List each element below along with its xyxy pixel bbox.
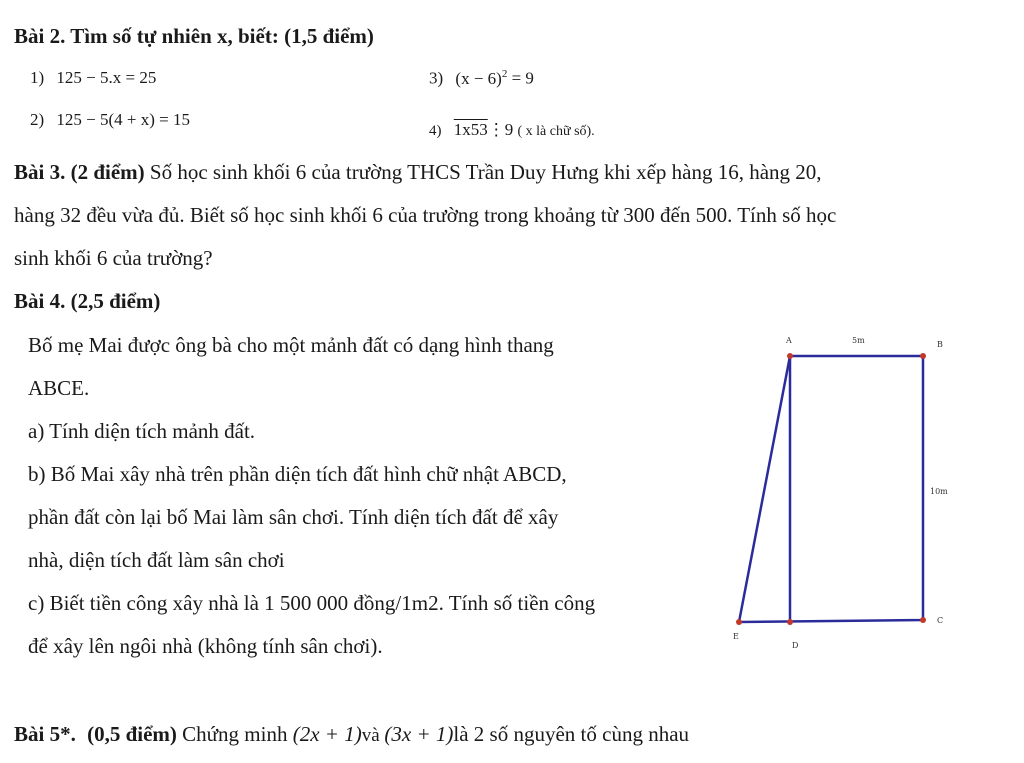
trapezoid-outline [739,356,923,622]
bai4-line: phần đất còn lại bố Mai làm sân chơi. Tính diện tích đất để xây [28,505,559,529]
label-e: E [733,632,739,641]
equation-rhs: = 9 [507,68,534,88]
label-top-length: 5m [852,336,865,345]
bai3-line-1 [14,160,822,185]
bai3-line-2: hàng 32 đều vừa đủ. Biết số học sinh khối 6 của trường trong khoảng từ 300 đến 500. Tính số học [14,203,837,227]
bai2-item-4 [429,120,595,140]
equation-base: (x − 6) [455,68,502,88]
point-d [787,619,793,625]
item-number: 4) [429,123,442,139]
bai4-line: để xây lên ngôi nhà (không tính sân chơi). [28,634,383,658]
bai4-question-a: a) Tính diện tích mảnh đất. [28,419,256,443]
point-b [920,353,926,359]
bai5-label: Bài 5*. [14,722,76,746]
bai5-expr-2: (3x + 1) [384,722,454,746]
divisibility-sign: ⋮9 [487,120,514,139]
label-d: D [792,641,799,650]
bai4-question-c: c) Biết tiền công xây nhà là 1 500 000 đồng/1m2. Tính số tiền công [28,591,596,615]
bai3-text: Số học sinh khối 6 của trường THCS Trần Duy Hưng khi xếp hàng 16, hàng 20, [144,160,822,184]
label-right-length: 10m [930,487,948,496]
bai5-text: Chứng minh [176,722,293,746]
label-c: C [937,616,944,625]
bai4-line: ABCE. [28,376,90,400]
equation-exponent: 2 [501,68,508,80]
digit-note: ( x là chữ số). [517,124,595,139]
overlined-number: 1x53 [453,120,488,139]
label-a: A [786,336,792,345]
bai2-item-1 [30,68,156,88]
bai4-question-b: b) Bố Mai xây nhà trên phần diện tích đất hình chữ nhật ABCD, [28,462,567,486]
point-a [787,353,793,359]
bai5-line [14,722,689,747]
item-number: 2) [30,110,45,129]
bai5-and: và [361,725,385,746]
bai4-line: Bố mẹ Mai được ông bà cho một mảnh đất có dạng hình thang [28,333,554,357]
bai4-line: nhà, diện tích đất làm sân chơi [28,548,285,572]
trapezoid-figure [700,330,980,660]
point-c [920,617,926,623]
label-b: B [937,340,943,349]
bai2-item-2 [30,110,190,130]
bai2-title: Bài 2. Tìm số tự nhiên x, biết: (1,5 điểm) [14,24,374,48]
bai5-score: (0,5 điểm) [87,722,177,746]
figure-lines [739,356,923,622]
bai5-conclusion: là 2 số nguyên tố cùng nhau [453,722,690,746]
bai3-line-3: sinh khối 6 của trường? [14,246,213,270]
item-number: 3) [429,68,444,88]
point-e [736,619,742,625]
bai3-label: Bài 3. (2 điểm) [14,160,145,184]
equation: 125 − 5(4 + x) = 15 [56,110,191,129]
equation: 125 − 5.x = 25 [56,68,157,87]
bai5-expr-1: (2x + 1) [292,722,362,746]
bai2-item-3 [429,68,534,89]
item-number: 1) [30,68,45,87]
bai4-title: Bài 4. (2,5 điểm) [14,289,161,313]
